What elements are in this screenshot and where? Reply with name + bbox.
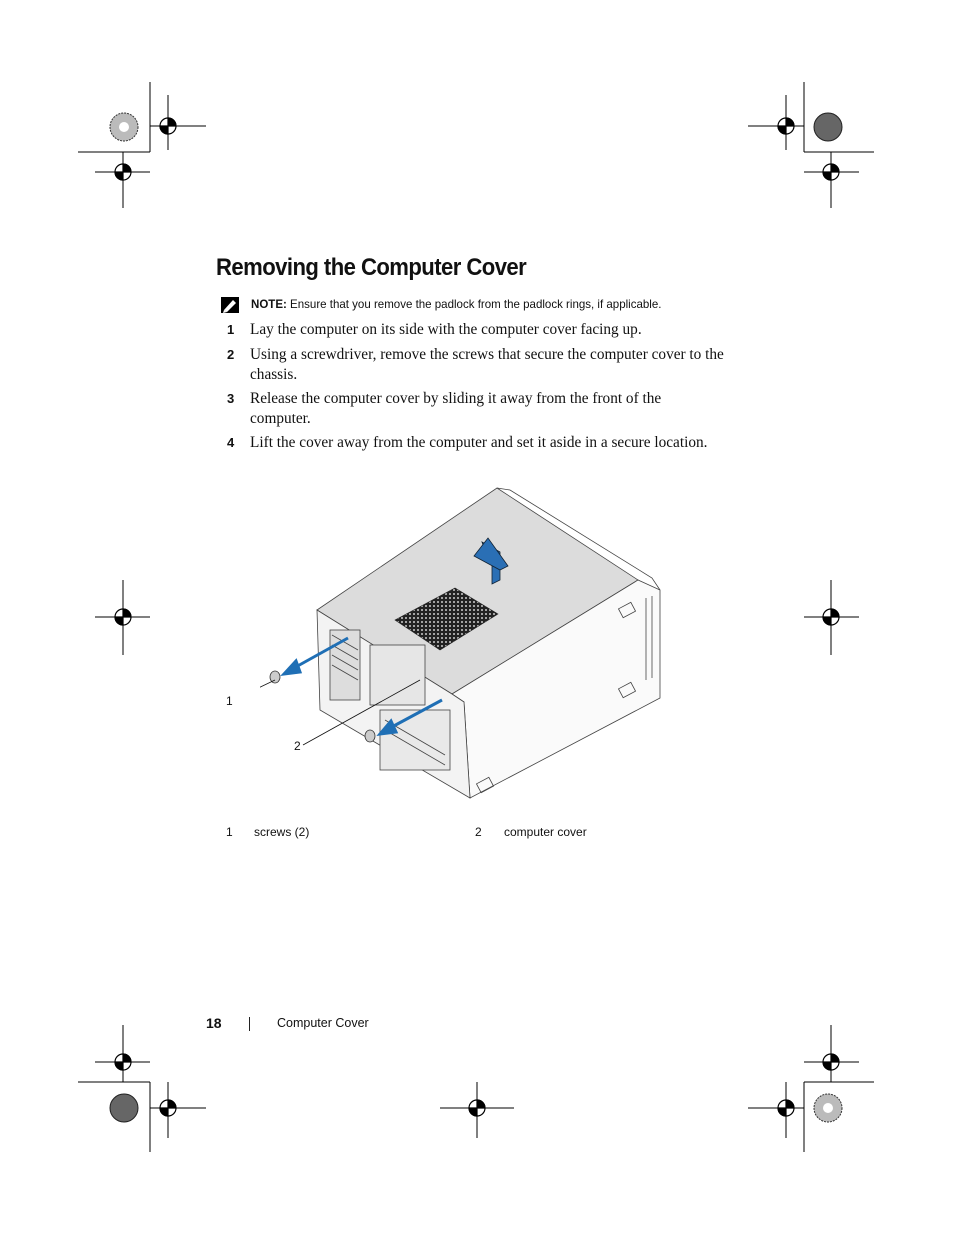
footer-divider bbox=[249, 1017, 250, 1031]
step-text: Release the computer cover by sliding it away from the front of the computer. bbox=[250, 390, 662, 427]
callout-label: 1 bbox=[226, 694, 233, 708]
step-number: 4 bbox=[227, 435, 235, 450]
step-number: 3 bbox=[227, 391, 235, 406]
caption-text: computer cover bbox=[504, 825, 587, 839]
note bbox=[251, 297, 661, 311]
footer-section: Computer Cover bbox=[277, 1016, 369, 1030]
caption-number: 1 bbox=[226, 825, 233, 839]
computer-illustration bbox=[260, 480, 680, 810]
step-number: 2 bbox=[227, 347, 235, 362]
note-pencil-icon bbox=[220, 296, 240, 314]
step-text: Using a screwdriver, remove the screws that secure the computer cover to the chassis. bbox=[250, 346, 724, 383]
callout-label: 2 bbox=[294, 739, 301, 753]
step-text: Lift the cover away from the computer and set it aside in a secure location. bbox=[250, 434, 708, 451]
caption-number: 2 bbox=[475, 825, 482, 839]
page-title: Removing the Computer Cover bbox=[216, 254, 527, 281]
step-number: 1 bbox=[227, 322, 235, 337]
step-text: Lay the computer on its side with the computer cover facing up. bbox=[250, 321, 642, 338]
page-number: 18 bbox=[206, 1015, 222, 1031]
note-text: Ensure that you remove the padlock from the padlock rings, if applicable. bbox=[290, 297, 662, 311]
note-label: NOTE: bbox=[251, 297, 287, 311]
caption-text: screws (2) bbox=[254, 825, 310, 839]
